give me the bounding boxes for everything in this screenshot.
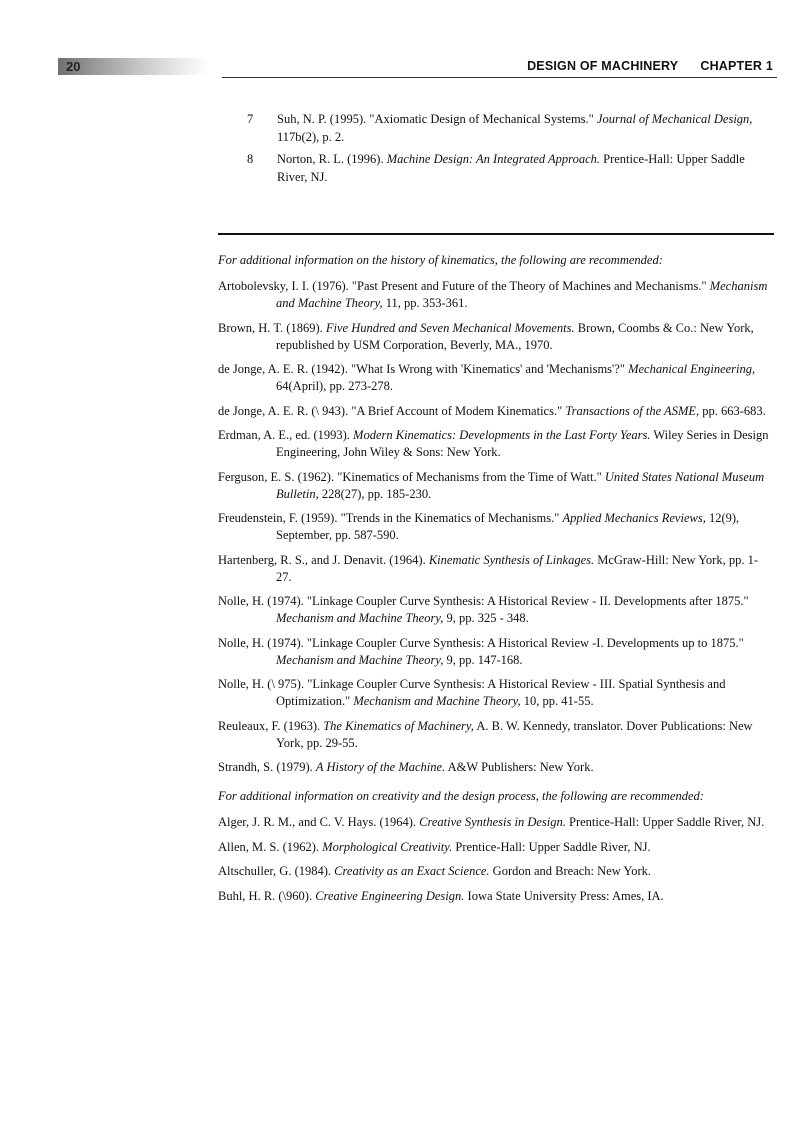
entry-source: Mechanism and Machine Theory, [276, 279, 768, 310]
entry-source: A History of the Machine. [315, 760, 446, 774]
bibliography-entry [218, 635, 773, 669]
entry-source: Creative Synthesis in Design. [419, 815, 566, 829]
bibliography-entry [218, 361, 773, 395]
entry-author-title: Altschuller, G. (1984). [218, 864, 335, 878]
section-intro: For additional information on creativity and the design process, the following are recommended: [218, 789, 704, 803]
reference-text-part: Norton, R. L. (1996). [277, 152, 387, 166]
entry-details: 64(April), pp. 273-278. [276, 379, 393, 393]
bibliography [218, 252, 773, 912]
entry-details: Prentice-Hall: Upper Saddle River, NJ. [452, 839, 651, 854]
reference-text [277, 150, 777, 186]
entry-details: Prentice-Hall: Upper Saddle River, NJ. [565, 815, 765, 829]
entry-author-title: Artobolevsky, I. I. (1976). "Past Present and Future of the Theory of Machines and Mechanisms." [218, 279, 710, 293]
bibliography-entry [218, 403, 773, 420]
entry-details: A&W Publishers: New York. [445, 760, 594, 774]
section-intro: For additional information on the history of kinematics, the following are recommended: [218, 253, 663, 267]
entry-source: Creativity as an Exact Science. [334, 864, 490, 878]
bibliography-entry [218, 552, 773, 586]
entry-details: Brown, Coombs & Co.: New York, republished by USM Corporation, Beverly, MA., 1970. [276, 320, 754, 352]
entry-source: Mechanical Engineering, [628, 362, 756, 376]
entry-source: Mechanism and Machine Theory, [353, 694, 521, 708]
entry-details: pp. 663-683. [699, 403, 766, 418]
entry-details: Gordon and Breach: New York. [489, 864, 651, 878]
page-header [0, 0, 809, 90]
entry-source: The Kinematics of Machinery, [323, 718, 474, 733]
reference-number: 7 [247, 112, 254, 126]
section-divider [218, 233, 774, 235]
numbered-reference [247, 110, 777, 146]
reference-source: Journal of Mechanical Design, [596, 112, 753, 126]
entry-author-title: Strandh, S. (1979). [218, 760, 316, 774]
entry-details: 9, pp. 147-168. [443, 652, 523, 667]
bibliography-entry [218, 469, 773, 503]
reference-number: 8 [247, 152, 254, 166]
entry-author-title: Erdman, A. E., ed. (1993). [218, 428, 354, 442]
entry-source: United States National Museum Bulletin, [276, 469, 765, 501]
entry-author-title: Hartenberg, R. S., and J. Denavit. (1964). [218, 552, 429, 567]
bibliography-entry [218, 863, 773, 880]
reference-text-part: Suh, N. P. (1995). "Axiomatic Design of Mechanical Systems." [277, 112, 597, 126]
entry-author-title: Freudenstein, F. (1959). "Trends in the Kinematics of Mechanisms." [218, 511, 563, 525]
chapter-label: CHAPTER 1 [700, 59, 773, 73]
entry-source: Creative Engineering Design. [315, 888, 465, 903]
entry-source: Modern Kinematics: Developments in the Last Forty Years. [353, 428, 651, 442]
entry-source: Morphological Creativity. [322, 839, 453, 854]
bibliography-entry [218, 593, 773, 627]
reference-text-part: 117b(2), p. 2. [277, 130, 345, 144]
numbered-reference [247, 150, 777, 186]
entry-author-title: Buhl, H. R. (\960). [218, 888, 316, 903]
entry-author-title: Nolle, H. (1974). "Linkage Coupler Curve Synthesis: A Historical Review -I. Developments up to 1875." [218, 635, 744, 650]
reference-text-part: Prentice-Hall: Upper Saddle River, NJ. [277, 152, 745, 184]
entry-author-title: Allen, M. S. (1962). [218, 839, 323, 854]
entry-details: Wiley Series in Design Engineering, John Wiley & Sons: New York. [276, 428, 769, 459]
entry-author-title: de Jonge, A. E. R. (\ 943). "A Brief Account of Modem Kinematics." [218, 403, 566, 418]
book-title: DESIGN OF MACHINERY [527, 59, 679, 73]
entry-source: Applied Mechanics Reviews, [562, 511, 706, 525]
entry-author-title: Ferguson, E. S. (1962). "Kinematics of Mechanisms from the Time of Watt." [218, 469, 605, 484]
reference-text [277, 110, 777, 146]
entry-source: Mechanism and Machine Theory, [276, 611, 444, 625]
entry-details: A. B. W. Kennedy, translator. Dover Publications: New York, pp. 29-55. [276, 718, 753, 750]
entry-author-title: Brown, H. T. (1869). [218, 320, 326, 335]
numbered-references [247, 110, 777, 190]
bibliography-entry [218, 888, 773, 905]
bibliography-entry [218, 278, 773, 312]
bibliography-entry [218, 320, 773, 354]
entry-details: 10, pp. 41-55. [520, 694, 594, 708]
entry-author-title: Nolle, H. (\ 975). "Linkage Coupler Curve Synthesis: A Historical Review - III. Spatial Synthesis and Optimization." [218, 677, 726, 708]
bibliography-entry [218, 718, 773, 752]
entry-author-title: Nolle, H. (1974). "Linkage Coupler Curve Synthesis: A Historical Review - II. Developments after 1875." [218, 594, 749, 608]
bibliography-entry [218, 676, 773, 710]
header-rule [222, 77, 777, 78]
entry-author-title: Alger, J. R. M., and C. V. Hays. (1964). [218, 815, 420, 829]
running-head [527, 57, 773, 75]
entry-details: 228(27), pp. 185-230. [318, 486, 432, 501]
page-number-badge [58, 58, 208, 75]
entry-author-title: de Jonge, A. E. R. (1942). "What Is Wrong with 'Kinematics' and 'Mechanisms'?" [218, 362, 629, 376]
bibliography-entry [218, 427, 773, 461]
entry-author-title: Reuleaux, F. (1963). [218, 718, 324, 733]
bibliography-entry [218, 839, 773, 856]
entry-source: Transactions of the ASME, [565, 403, 700, 418]
entry-details: 12(9), September, pp. 587-590. [276, 511, 740, 542]
entry-source: Kinematic Synthesis of Linkages. [428, 552, 595, 567]
entry-source: Five Hundred and Seven Mechanical Movements. [325, 320, 575, 335]
bibliography-entry [218, 759, 773, 776]
bibliography-entry [218, 510, 773, 544]
entry-details: 9, pp. 325 - 348. [443, 611, 529, 625]
bibliography-entry [218, 814, 773, 831]
entry-details: 11, pp. 353-361. [382, 296, 468, 310]
entry-details: Iowa State University Press: Ames, IA. [464, 888, 664, 903]
entry-source: Mechanism and Machine Theory, [276, 652, 444, 667]
reference-source: Machine Design: An Integrated Approach. [386, 152, 600, 166]
page-number: 20 [66, 59, 81, 74]
entry-details: McGraw-Hill: New York, pp. 1-27. [276, 552, 758, 584]
